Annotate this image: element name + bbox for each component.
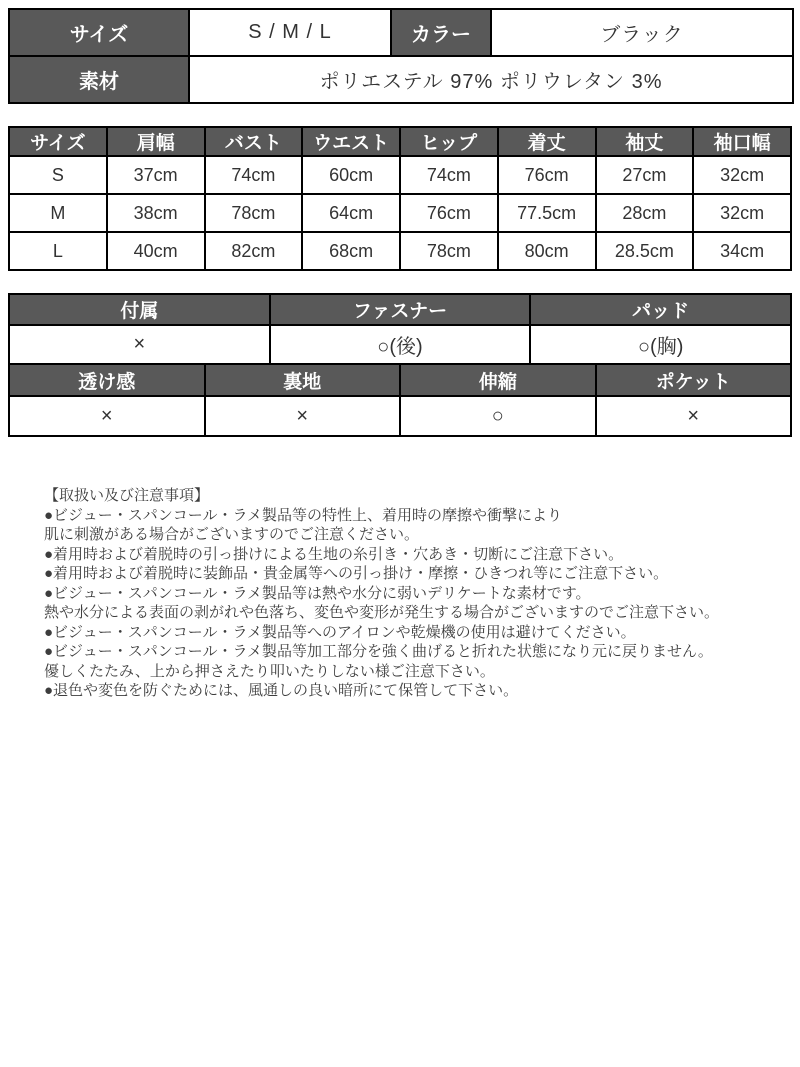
feature-value-cell: × <box>9 325 270 364</box>
measure-cell: 38cm <box>107 194 205 232</box>
table-row <box>9 325 791 364</box>
care-note-line: 肌に刺激がある場合がございますのでご注意ください。 <box>44 526 420 543</box>
measure-cell: 74cm <box>205 156 303 194</box>
column-header: ファスナー <box>270 294 531 325</box>
size-value-cell: S / M / L <box>189 9 391 56</box>
feature-value-cell: ○(後) <box>270 325 531 364</box>
table-row <box>9 396 791 436</box>
feature-header-row <box>9 294 791 325</box>
table-row <box>9 156 791 194</box>
care-notes <box>8 486 792 701</box>
care-note-line: ●ビジュー・スパンコール・ラメ製品等の特性上、着用時の摩擦や衝撃により <box>44 506 563 524</box>
measure-cell: 77.5cm <box>498 194 596 232</box>
feature-value-cell: × <box>9 396 205 436</box>
measure-cell: 32cm <box>693 194 791 232</box>
material-value-cell: ポリエステル 97% ポリウレタン 3% <box>189 56 793 103</box>
table-row <box>9 56 793 103</box>
feature-table-a <box>8 293 792 365</box>
size-cell: L <box>9 232 107 270</box>
care-notes-title: 【取扱い及び注意事項】 <box>44 487 210 504</box>
table-row <box>9 9 793 56</box>
care-note-line: ●ビジュー・スパンコール・ラメ製品等へのアイロンや乾燥機の使用は避けてください。 <box>44 623 636 641</box>
column-header: ポケット <box>596 364 792 396</box>
care-note-line: ●ビジュー・スパンコール・ラメ製品等加工部分を強く曲げると折れた状態になり元に戻りません。 <box>44 643 713 660</box>
feature-header-row <box>9 364 791 396</box>
size-cell: S <box>9 156 107 194</box>
care-note-line: 熱や水分による表面の剥がれや色落ち、変色や変形が発生する場合がございますのでご注意下さい。 <box>44 604 720 621</box>
feature-value-cell: ○ <box>400 396 596 436</box>
column-header: 肩幅 <box>107 127 205 156</box>
measure-cell: 78cm <box>205 194 303 232</box>
column-header: 透け感 <box>9 364 205 396</box>
table-row <box>9 194 791 232</box>
measure-cell: 60cm <box>302 156 400 194</box>
measure-cell: 34cm <box>693 232 791 270</box>
feature-table-b <box>8 363 792 437</box>
measure-cell: 28.5cm <box>596 232 694 270</box>
measure-cell: 27cm <box>596 156 694 194</box>
feature-value-cell: × <box>205 396 401 436</box>
feature-value-cell: × <box>596 396 792 436</box>
measure-cell: 76cm <box>498 156 596 194</box>
care-note-line: ●退色や変色を防ぐためには、風通しの良い暗所にて保管して下さい。 <box>44 682 519 699</box>
table-row <box>9 232 791 270</box>
care-note-line: 優しくたたみ、上から押さえたり叩いたりしない様ご注意下さい。 <box>44 662 495 680</box>
measure-cell: 28cm <box>596 194 694 232</box>
column-header: 着丈 <box>498 127 596 156</box>
column-header: ヒップ <box>400 127 498 156</box>
color-value-cell: ブラック <box>491 9 793 56</box>
column-header: 袖丈 <box>596 127 694 156</box>
product-info-table <box>8 8 794 104</box>
size-cell: M <box>9 194 107 232</box>
measure-cell: 32cm <box>693 156 791 194</box>
material-label-cell: 素材 <box>9 56 189 103</box>
care-note-line: ●ビジュー・スパンコール・ラメ製品等は熱や水分に弱いデリケートな素材です。 <box>44 584 591 602</box>
size-chart-header-row <box>9 127 791 156</box>
column-header: バスト <box>205 127 303 156</box>
column-header: 付属 <box>9 294 270 325</box>
care-note-line: ●着用時および着脱時の引っ掛けによる生地の糸引き・穴あき・切断にご注意下さい。 <box>44 545 624 563</box>
column-header: パッド <box>530 294 791 325</box>
size-chart-table <box>8 126 792 271</box>
measure-cell: 82cm <box>205 232 303 270</box>
care-note-line: ●着用時および着脱時に装飾品・貴金属等への引っ掛け・摩擦・ひきつれ等にご注意下さい。 <box>44 565 669 582</box>
measure-cell: 64cm <box>302 194 400 232</box>
column-header: ウエスト <box>302 127 400 156</box>
column-header: 袖口幅 <box>693 127 791 156</box>
measure-cell: 68cm <box>302 232 400 270</box>
measure-cell: 37cm <box>107 156 205 194</box>
measure-cell: 78cm <box>400 232 498 270</box>
column-header: 裏地 <box>205 364 401 396</box>
column-header: 伸縮 <box>400 364 596 396</box>
measure-cell: 40cm <box>107 232 205 270</box>
color-label-cell: カラー <box>391 9 491 56</box>
measure-cell: 74cm <box>400 156 498 194</box>
feature-value-cell: ○(胸) <box>530 325 791 364</box>
measure-cell: 76cm <box>400 194 498 232</box>
column-header: サイズ <box>9 127 107 156</box>
size-label-cell: サイズ <box>9 9 189 56</box>
measure-cell: 80cm <box>498 232 596 270</box>
